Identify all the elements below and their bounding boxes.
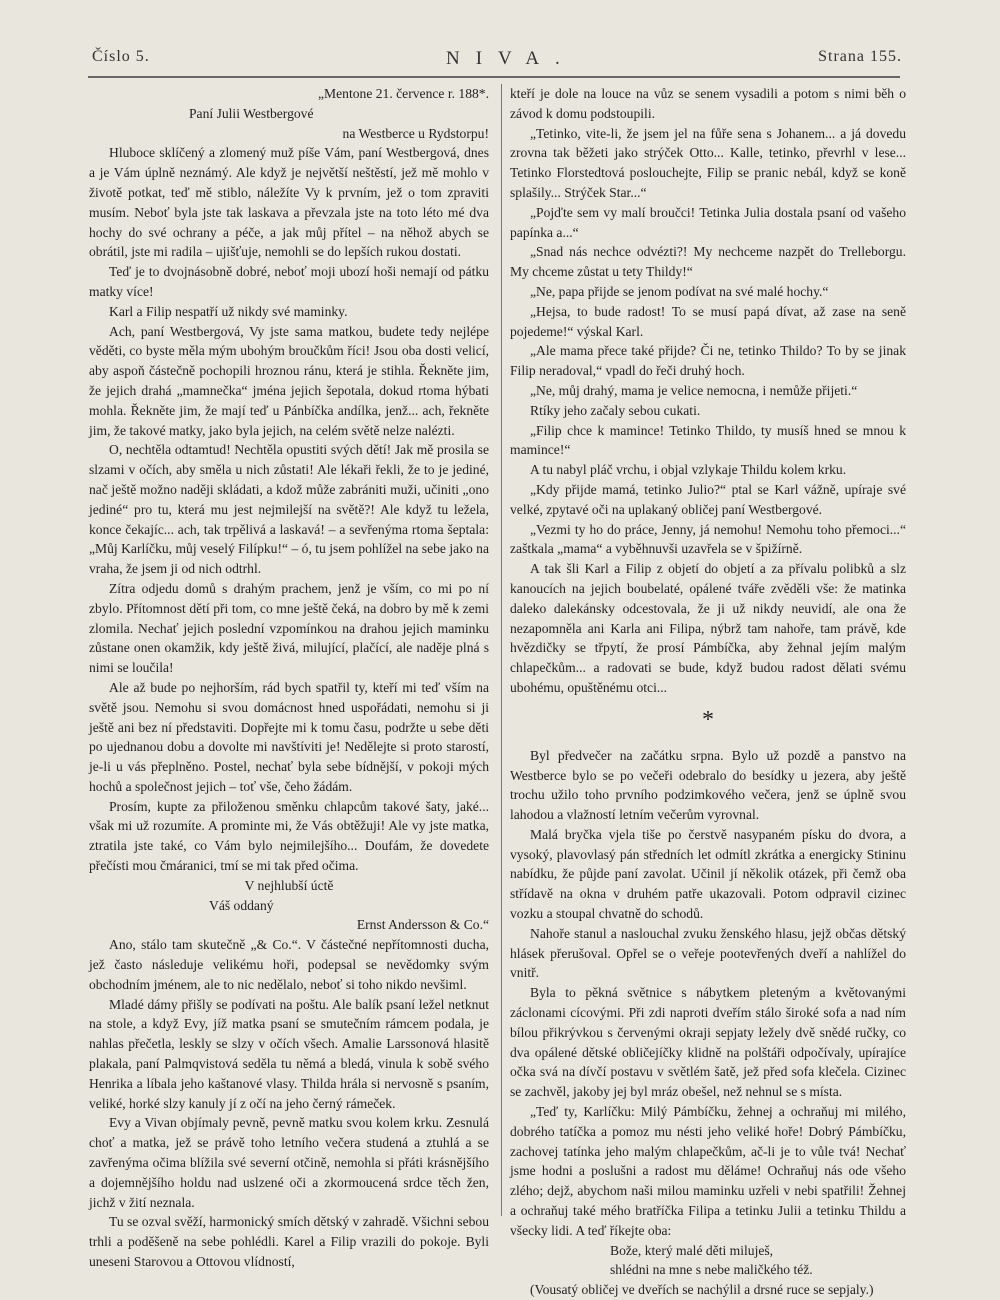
paragraph: Ano, stálo tam skutečně „& Co.“. V částečné nepřítomnosti ducha, jež často následuje velikému hoři, podepsal se nevědomky svým obchodním jménem, ale to nic nedělalo, neboť si toho nikdo nevšiml. [89, 937, 489, 992]
paragraph: „Snad nás nechce odvézti?! My nechceme nazpět do Trelleborgu. My chceme zůstat u tety Thildy!“ [510, 244, 906, 280]
paragraph: (Vousatý obličej ve dveřích se nachýlil a drsné ruce se sepjaly.) [530, 1282, 874, 1298]
paragraph: Bože, který malé děti miluješ, [610, 1242, 774, 1258]
paragraph: Hluboce sklíčený a zlomený muž píše Vám, paní Westbergová, dnes a je Vám úplně neznámý. Ale když je největší neštěstí, jež mě mohlo v životě potkat, teď mě stiblo, náležíte Vy k prvním, jež o tom zpraviti musím. Neboť byla jste tak laskava a převzala jste na toto léto mé dva hochy do své ochrany a péče, a jak můj přítel – na něhož abych se obrátil, jste mi radila – ujišťuje, nemohli se do lepších rukou dostati. [89, 145, 489, 260]
paragraph: A tu nabyl pláč vrchu, i objal vzlykaje Thildu kolem krku. [530, 462, 847, 478]
section-asterisk: * [702, 706, 714, 733]
paragraph: Ach, paní Westbergová, Vy jste sama matkou, budete tedy nejlépe věděti, co byste měla mým ubohým broučkům říci! Jsou oba dosti velicí, aby aspoň částečně pochopili hroznou ránu, která je stihla. Řekněte jim, že jejich drahá „mamnečka“ jména jejich šepotala, dokud rtoma hýbati mohla. Řekněte jim, že mají teď u Pánbíčka andílka, jenž... ach, řekněte jim, že takové matky, jako byla jejich, na celém světě nelze nalézti. [89, 323, 489, 438]
paragraph: Zítra odjedu domů s drahým prachem, jenž je vším, co mi po ní zbylo. Přítomnost dětí při tom, co mne ještě čeká, na dobro by mě k zemi zlomila. Nechať jejich poslední vzpomínkou na drahou jejich maminku zůstane onen okamžik, kdy ještě živá, milující, plačící, ale naděje plná s nimi se loučila! [89, 580, 489, 676]
paragraph: V nejhlubší úctě [244, 877, 334, 893]
paragraph: Paní Julii Westbergové [189, 105, 314, 121]
paragraph: „Teď ty, Karlíčku: Milý Pámbíčku, žehnej a ochraňuj mi milého, dobrého tatíčka a pomoz mu nésti jeho veliké hoře! Dobrý Pámbíčku, zachovej tatínka jeho malým chlapečkům, ač-li je to vůle tvá! Nechať jsme hodni a poslušni a radost mu děláme! Ochraňuj nás ode všeho zlého; dejž, abychom naši milou maminku uzřeli v nebi spatřili! Žehnej a ochraňuj také mého bratříčka Filipa a tetinku Julii a tetinku Thildu a všecky lidi. A teď říkejte oba: [510, 1104, 906, 1238]
paragraph: Byla to pěkná světnice s nábytkem pleteným a květovanými záclonami cícovými. Při zdi naproti dveřím stálo široké sofa a nad ním bílou přikrývkou s červenými okraji sepjaty ležely dvě snědé ručky, co dva opálené dětské obličejíčky klidně na polštáři odpočívaly, upírajíce očka svá na dívčí postavu v světlém šatě, jež před sofa klečela. Cizinec se zachvěl, jakoby jej byl mráz obešel, než nehnul se s místa. [510, 985, 906, 1100]
paragraph: Tu se ozval svěží, harmonický smích dětský v zahradě. Všichni sebou trhli a poděšeně na sebe pohlédli. Karel a Filip vrazili do pokoje. Byli uneseni Starovou a Ottovou vlídností, [89, 1214, 489, 1270]
paragraph: „Vezmi ty ho do práce, Jenny, já nemohu! Nemohu toho přemoci...“ zaštkala „mama“ a vyběhnuvši uzavřela se v špižírně. [510, 521, 906, 557]
page-header [86, 48, 902, 74]
header-rule [88, 76, 900, 78]
paragraph: „Ale mama přece také přijde? Či ne, tetinko Thildo? To by se jinak Filip neradoval,“ vpadl do řeči druhý hoch. [510, 343, 906, 379]
paragraph: kteří je dole na louce na vůz se senem vysadili a potom s nimi běh o závod k domu podstoupili. [510, 86, 906, 121]
paragraph: Ernst Andersson & Co.“ [356, 917, 489, 933]
page-number: Strana 155. [818, 48, 902, 65]
paragraph: Karl a Filip nespatří už nikdy své maminky. [109, 303, 348, 319]
left-column [89, 84, 489, 1272]
right-column-part-a [510, 84, 906, 698]
paragraph: „Ne, můj drahý, mama je velice nemocna, i nemůže přijeti.“ [530, 382, 858, 398]
paragraph: na Westberce u Rydstorpu! [342, 125, 489, 141]
paragraph: Malá bryčka vjela tiše po čerstvě nasypaném písku do dvora, a vysoký, plavovlasý pán středních let odmítl zkrátka a energicky Stininu nabídku, že půjde paní zavolat. Učinil jí několik otázek, při čemž oba střídavě na okna v druhém patře ukazovali. Potom odpravil cizinec vozku a stoupal chvatně do schodů. [510, 826, 906, 922]
paragraph: shlédni na mne s nebe maličkého též. [610, 1262, 813, 1278]
paragraph: „Tetinko, vite-li, že jsem jel na fůře sena s Johanem... a já dovedu zrovna tak běžeti jako strýček Otto... Kalle, tetinko, převrhl v lese... Tetinko Florstedtová poslouchejte, Filip se pranic nebál, když se koně splašily... Strýček Star...“ [510, 125, 906, 200]
issue-number: Číslo 5. [92, 48, 150, 65]
paragraph: „Kdy přijde mamá, tetinko Julio?“ ptal se Karl vážně, upíraje své velké, zpytavé oči na uplakaný obličej paní Westbergové. [510, 481, 906, 517]
right-column-part-b [510, 746, 906, 1300]
paragraph: O, nechtěla odtamtud! Nechtěla opustiti svých dětí! Jak mě prosila se slzami v očích, aby směla u nich zůstati! Ale lékaři řekli, že to je jediné, nač ještě možno naději skládati, a kdož může zabrániti muži, učiniti „ono jediné“ pro tu, která mu jest nejmilejší na světě?! Ale když tu ležela, konce čekajíc... ach, tak trpělivá a laskavá! – a sevřenýma rtoma šeptala: „Můj Karlíčku, můj veselý Filípku!“ – ó, tu jsem pohlížel na sebe jako na vraha, že jsem ji od nich odtrhl. [89, 442, 489, 577]
right-column [510, 84, 906, 1300]
paragraph: „Ne, papa přijde se jenom podívat na své malé hochy.“ [530, 283, 829, 299]
column-divider [501, 84, 502, 1216]
paragraph: Váš oddaný [209, 897, 274, 913]
paragraph: Nahoře stanul a naslouchal zvuku ženského hlasu, jejž občas dětský hlásek přerušoval. Opřel se o veřeje pootevřených dveří a nahlížel do vnitř. [510, 925, 906, 981]
paragraph: A tak šli Karl a Filip z objetí do objetí a za přívalu polibků a slz kanoucích na jejich boubelaté, opálené tváře zvěděli vše: že matinka daleko dalekánsky odcestovala, že ji už nikdy neuvidí, ale ona že nezapomněla ani Karla ani Filipa, nýbrž tam nahoře, tam právě, kde hvězdičky se třpytí, že prosí Pámbíčka, aby žehnal jejím malým chlapečkům... a radovati se bude, když budou radost dělati svému ubohému, opuštěnému otci... [510, 561, 906, 695]
paragraph: „Hejsa, to bude radost! To se musí papá dívat, až zase na seně pojedeme!“ výskal Karl. [510, 303, 906, 339]
paragraph: Teď je to dvojnásobně dobré, neboť moji ubozí hoši nemají od pátku matky více! [89, 264, 489, 299]
paragraph: Rtíky jeho začaly sebou cukati. [530, 402, 701, 418]
paragraph: „Mentone 21. července r. 188*. [318, 86, 489, 101]
paragraph: „Pojďte sem vy malí broučci! Tetinka Julia dostala psaní od vašeho papínka a...“ [510, 204, 906, 240]
paragraph: Prosím, kupte za přiloženou směnku chlapcům takové šaty, jaké... však mi už rozumíte. A prominte mi, že Vás obtěžuji! Ale vy jste matka, ztratila jste také, co Vám bylo nejmilejšího... Doufám, že dovedete přečísti mou čmáranici, tmí se mi tak před očima. [89, 798, 489, 874]
paragraph: Mladé dámy přišly se podívati na poštu. Ale balík psaní ležel netknut na stole, a když Evy, jíž matka psaní se smutečním rámcem podala, je nahlas přečetla, leskly se slzy v očích všech. Amalie Larssonová hlasitě plakala, paní Palmqvistová seděla tu němá a bledá, vinula k sobě svého Henrika a líbala jeho kaštanové vlasy. Thilda hrála si nervosně s psaním, veliké, horké slzy kanuly jí z očí na jeho černý rámeček. [89, 996, 489, 1111]
paragraph: „Filip chce k mamince! Tetinko Thildo, ty musíš hned se mnou k mamince!“ [510, 422, 906, 458]
paragraph: Evy a Vivan objímaly pevně, pevně matku svou kolem krku. Zesnulá choť a matka, jež se právě toho letního večera studená a ztuhlá a se zavřenýma očima blížila své severní otčině, nemohla si přáti krásnějšího a dojemnějšího holdu nad uslzené oči a zkormoucená srdce těch žen, jichž v žití neznala. [89, 1115, 489, 1210]
paragraph: Ale až bude po nejhorším, rád bych spatřil ty, kteří mi teď vším na světě jsou. Nemohu si svou domácnost hned uspořádati, nemohu si ji ještě ani bez ní představiti. Dopřejte mi k tomu času, podržte u sebe děti po ujednanou dobu a dovolte mi navštíviti je! Nedělejte si proto starostí, je-li u vás přeplněno. Postel, nechať byla sebe bídnější, v pokoji mých hochů a společnost jejich – toť vše, čeho žádám. [89, 679, 489, 794]
paragraph: Byl předvečer na začátku srpna. Bylo už pozdě a panstvo na Westberce bylo se po večeři odebralo do besídky u jezera, aby ještě trochu užilo toho prvního podzimkového večera, jenž se úplně svou lahodou a vlažností letním večerům vyrovnal. [510, 747, 906, 823]
journal-title: NIVA. [446, 48, 576, 69]
